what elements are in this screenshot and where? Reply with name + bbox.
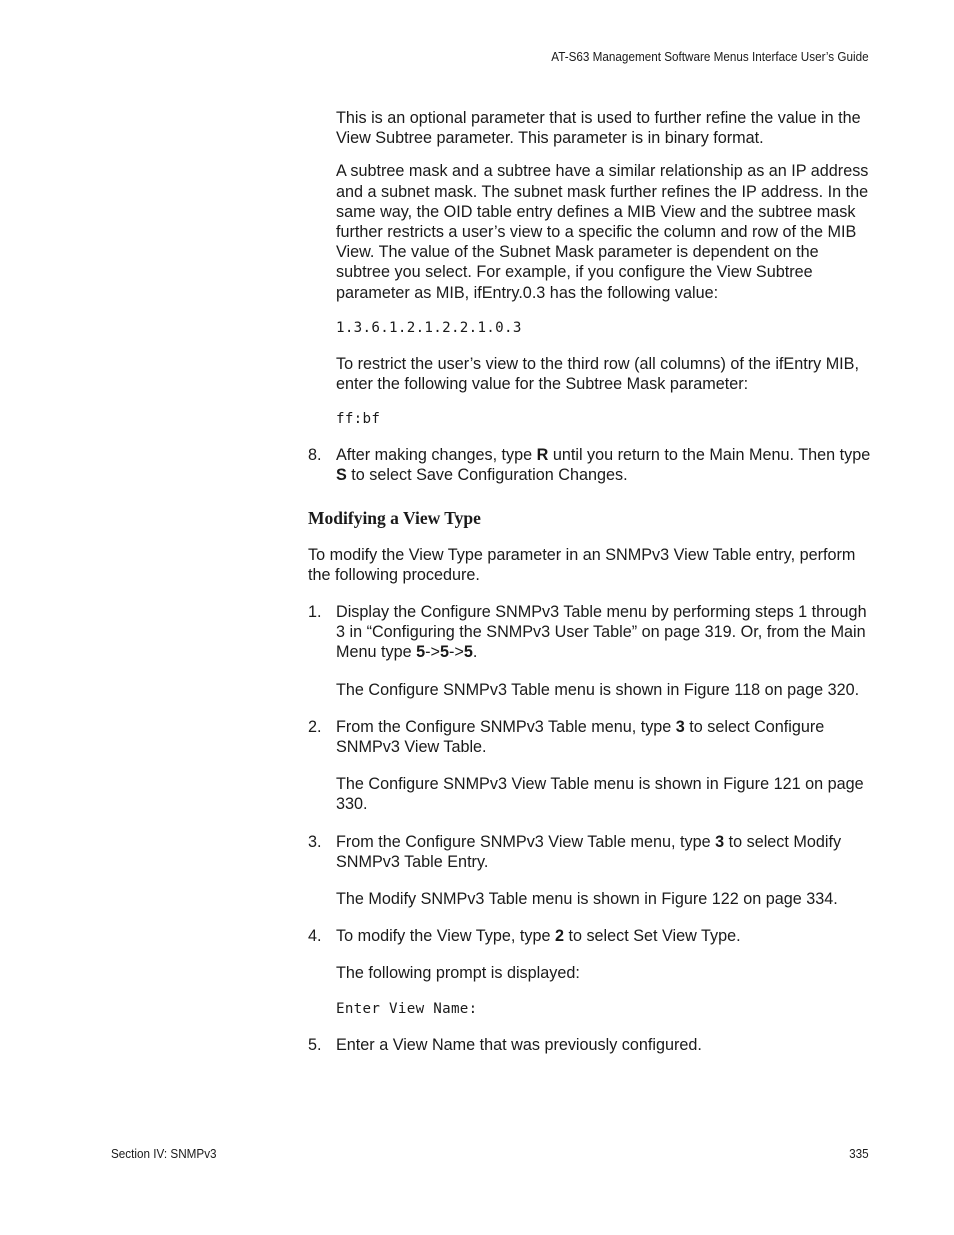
step-number: 8.	[308, 446, 322, 465]
step-text: To modify the View Type, type 2 to select Set View Type.	[336, 927, 741, 946]
step-number: 4.	[308, 927, 322, 946]
running-header: AT-S63 Management Software Menus Interface User’s Guide	[551, 49, 869, 64]
step-number: 5.	[308, 1035, 322, 1054]
footer-page-number: 335	[849, 1146, 869, 1161]
step-number: 3.	[308, 832, 322, 851]
step-3	[308, 832, 873, 910]
code-oid-value: 1.3.6.1.2.1.2.2.1.0.3	[336, 319, 522, 336]
paragraph-restrict-view: To restrict the user’s view to the third row (all columns) of the ifEntry MIB, enter the following value for the Subtree Mask parameter:	[336, 354, 859, 394]
step-number: 1.	[308, 603, 322, 622]
step-8	[308, 445, 873, 485]
step-number: 2.	[308, 717, 322, 736]
step-note: The Modify SNMPv3 Table menu is shown in Figure 122 on page 334.	[336, 890, 838, 909]
step-1	[308, 602, 873, 700]
step-text: From the Configure SNMPv3 View Table menu, type 3 to select Modify SNMPv3 Table Entry.	[336, 832, 842, 871]
step-note: The following prompt is displayed:	[336, 964, 580, 983]
page-body	[308, 108, 873, 1055]
step-4	[308, 926, 873, 1018]
step-5	[308, 1035, 873, 1055]
step-note: The Configure SNMPv3 View Table menu is shown in Figure 121 on page 330.	[336, 775, 864, 814]
code-prompt: Enter View Name:	[336, 1000, 478, 1017]
step-note: The Configure SNMPv3 Table menu is shown in Figure 118 on page 320.	[336, 680, 860, 699]
paragraph-intro: To modify the View Type parameter in an SNMPv3 View Table entry, perform the following procedure.	[308, 545, 856, 584]
code-mask-value: ff:bf	[336, 411, 381, 428]
step-text: Display the Configure SNMPv3 Table menu by performing steps 1 through 3 in “Configuring the SNMPv3 User Table” on page 319. Or, from the Main Menu type 5->5->5.	[336, 603, 867, 662]
step-text: From the Configure SNMPv3 Table menu, type 3 to select Configure SNMPv3 View Table.	[336, 717, 825, 757]
paragraph-subtree-mask: A subtree mask and a subtree have a similar relationship as an IP address and a subnet mask. The subnet mask further refines the IP address. In the same way, the OID table entry defines a MIB View and the subtree mask further restricts a user’s view to a specific the column and row of the MIB View. The value of the Subnet Mask parameter is dependent on the subtree you select. For example, if you configure the View Subtree parameter as MIB, ifEntry.0.3 has the following value:	[336, 162, 869, 302]
footer-section: Section IV: SNMPv3	[111, 1146, 217, 1161]
step-text: After making changes, type R until you return to the Main Menu. Then type S to select Save Configuration Changes.	[336, 446, 871, 485]
paragraph-optional-parameter: This is an optional parameter that is used to further refine the value in the View Subtree parameter. This parameter is in binary format.	[336, 109, 861, 148]
step-text: Enter a View Name that was previously configured.	[336, 1035, 702, 1054]
section-heading: Modifying a View Type	[308, 507, 481, 528]
step-2	[308, 717, 873, 815]
